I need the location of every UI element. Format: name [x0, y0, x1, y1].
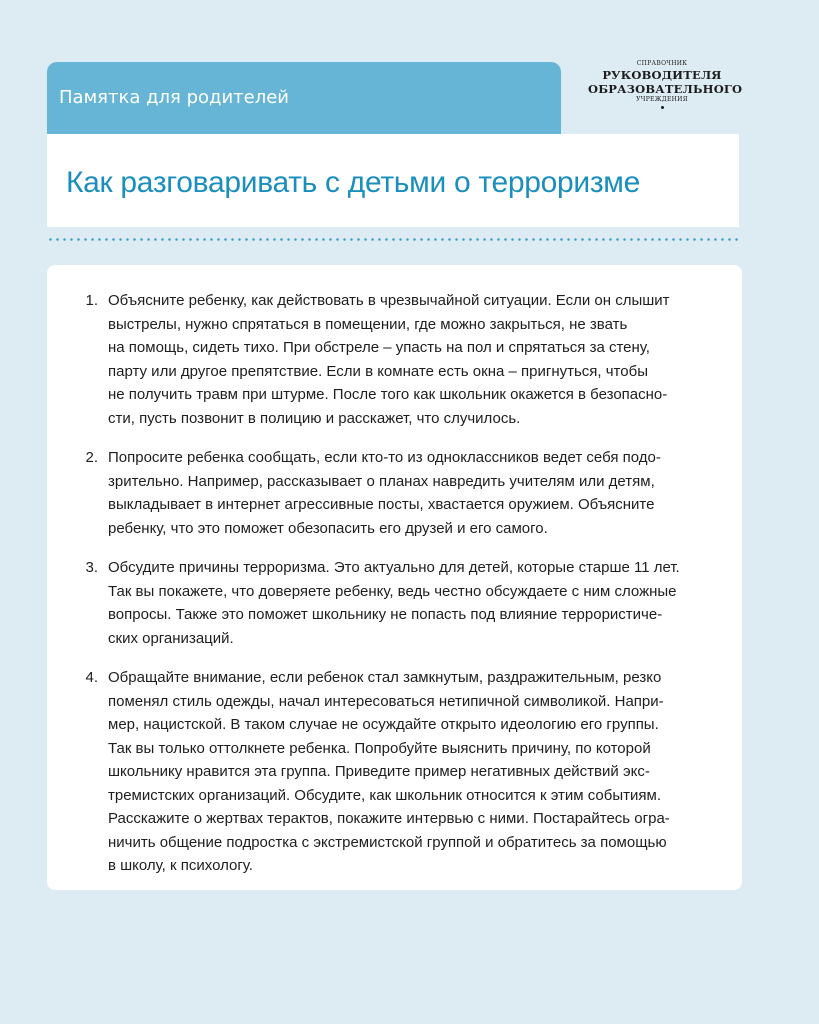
logo-line-2: РУКОВОДИТЕЛЯ — [602, 68, 722, 82]
list-item — [47, 666, 680, 878]
list-item — [47, 556, 680, 650]
logo-line-3: ОБРАЗОВАТЕЛЬНОГО — [588, 82, 743, 96]
header-tab — [47, 62, 561, 134]
dotted-divider — [47, 238, 742, 241]
tab-label: Памятка для родителей — [59, 87, 290, 108]
list-item-number: 1. — [85, 292, 98, 309]
list-item-number: 2. — [85, 449, 98, 466]
logo-line-1: СПРАВОЧНИК — [636, 60, 688, 67]
logo-line-4: УЧРЕЖДЕНИЯ — [636, 96, 688, 103]
title-box — [47, 134, 739, 227]
list-item-number: 4. — [85, 669, 98, 686]
list-item — [47, 446, 680, 540]
publisher-logo — [588, 60, 743, 109]
list-item-text: Объясните ребенку, как действовать в чрезвычайной ситуации. Если он слышит выстрелы, нужно спрятаться в помещении, где можно закрыться, не звать на помощь, сидеть тихо. При обстреле – упасть на пол и спрятаться за стену, парту или другое препятствие. Если в комнате есть окна – пригнуться, чтобы не получить травм при штурме. После того как школьник окажется в безопасно- сти, пусть позвонит в полицию и расскажет, что случилось. — [108, 292, 670, 427]
list-item — [47, 289, 680, 430]
content-card — [47, 265, 742, 890]
list-item-text: Попросите ребенка сообщать, если кто-то из одноклассников ведет себя подо- зрительно. Например, рассказывает о планах навредить учителям или детям, выкладывает в интернет агрессивные посты, хвастается оружием. Объясните ребенку, что это поможет обезопасить его друзей и его самого. — [108, 449, 661, 537]
page-title: Как разговаривать с детьми о терроризме — [66, 166, 641, 199]
list-item-number: 3. — [85, 559, 98, 576]
list-item-text: Обсудите причины терроризма. Это актуально для детей, которые старше 11 лет. Так вы покажете, что доверяете ребенку, ведь честно обсуждаете с ним сложные вопросы. Также это поможет школьнику не попасть под влияние террористиче- ских организаций. — [108, 559, 680, 647]
tips-list — [47, 289, 680, 894]
logo-dot — [661, 106, 664, 109]
list-item-text: Обращайте внимание, если ребенок стал замкнутым, раздражительным, резко поменял стиль одежды, начал интересоваться нетипичной символикой. Напри- мер, нацистской. В таком случае не осуждайте открыто идеологию его группы. Так вы только оттолкнете ребенка. Попробуйте выяснить причину, по которой школьнику нравится эта группа. Приведите пример негативных действий экс- тремистских организаций. Обсудите, как школьник относится к этим событиям. Расскажите о жертвах терактов, покажите интервью с ними. Постарайтесь огра- ничить общение подростка с экстремистской группой и обратитесь за помощью в школу, к психологу. — [108, 669, 670, 874]
